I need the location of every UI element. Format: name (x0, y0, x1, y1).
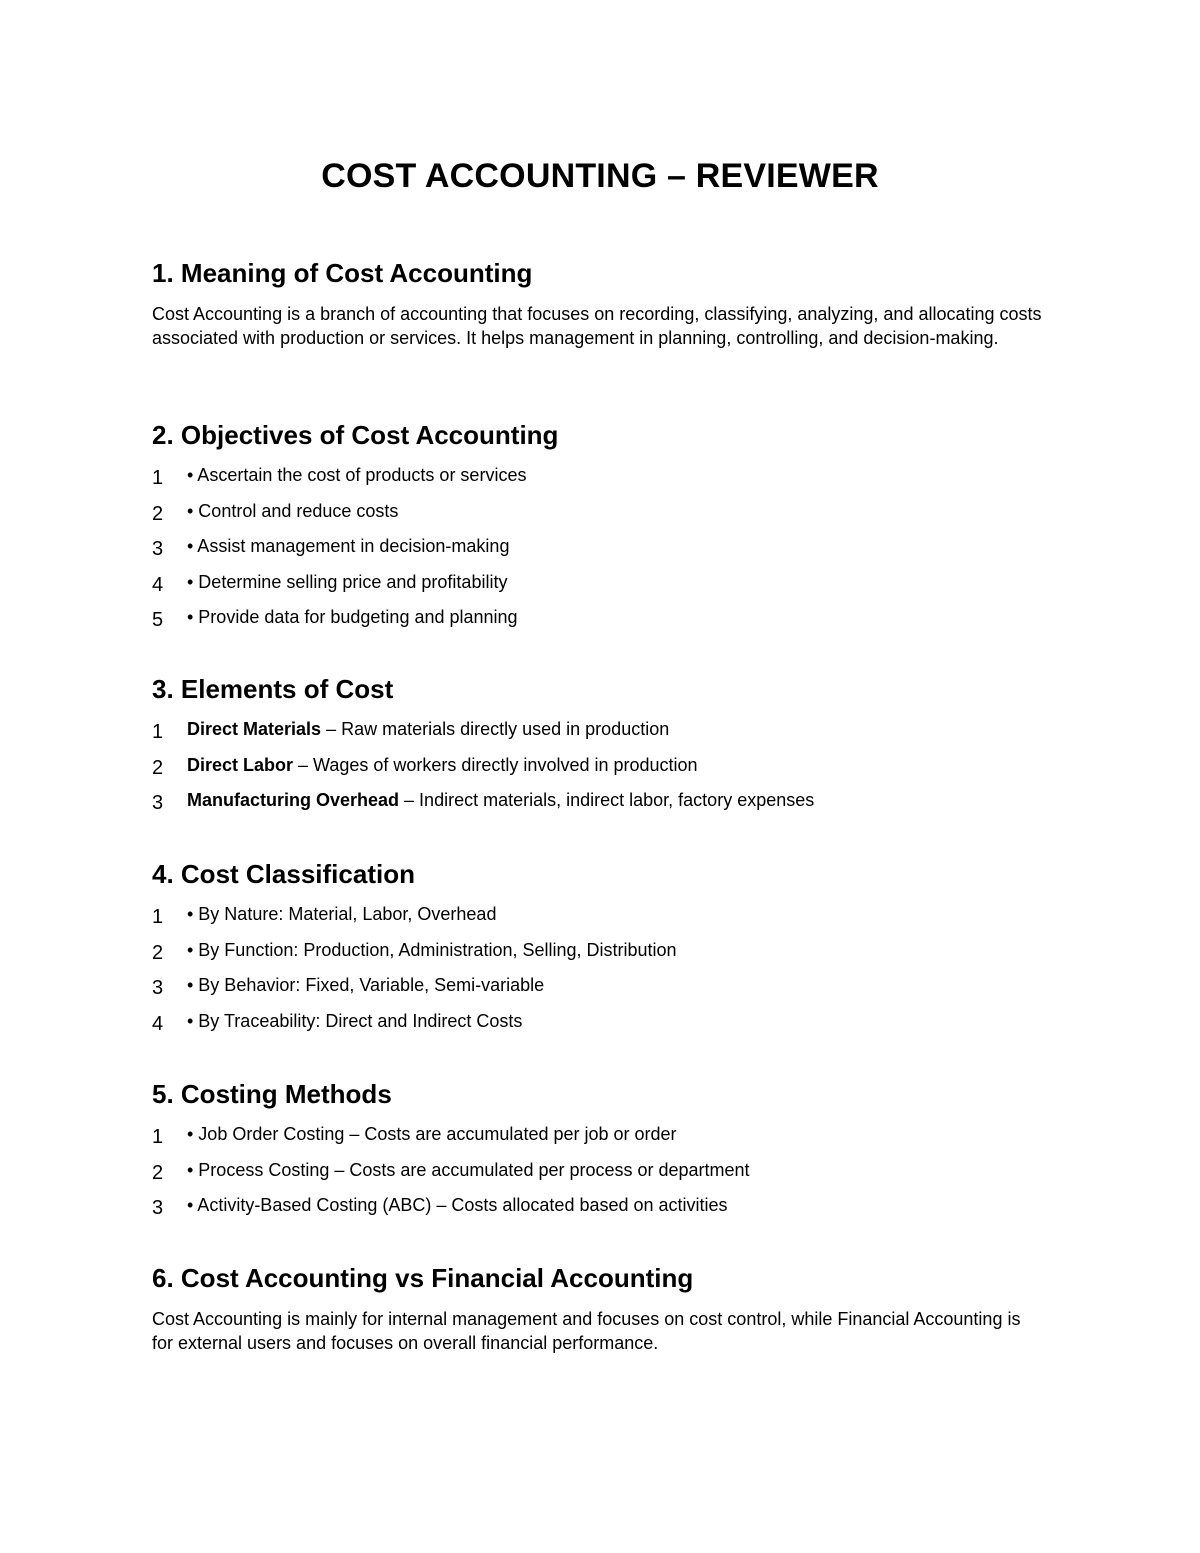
list-text: • Provide data for budgeting and planning (187, 607, 518, 627)
list-number: 3 (152, 538, 164, 560)
list-text: • By Traceability: Direct and Indirect Costs (187, 1010, 523, 1031)
list-text: • Ascertain the cost of products or services (187, 465, 527, 485)
section-heading: 2. Objectives of Cost Accounting (152, 420, 559, 450)
list-number: 1 (152, 467, 164, 489)
list-number: 2 (152, 941, 164, 964)
list-item (152, 754, 1052, 790)
list-item (152, 571, 1052, 607)
section-cost-vs-financial (152, 1261, 1052, 1355)
list-number: 1 (152, 1126, 164, 1148)
section-heading: 6. Cost Accounting vs Financial Accounting (152, 1263, 694, 1293)
list-item (152, 939, 1052, 975)
section-heading: 1. Meaning of Cost Accounting (152, 258, 533, 288)
list-item (152, 718, 1052, 754)
section-classification (152, 857, 1052, 1045)
section-paragraph: Cost Accounting is mainly for internal management and focuses on cost control, while Financial Accounting is for external users and focuses on overall financial performance. (152, 1309, 1021, 1353)
list-item (152, 903, 1052, 939)
section-elements (152, 672, 1052, 825)
list-item (152, 500, 1052, 536)
list-number: 2 (152, 756, 164, 779)
section-heading: 4. Cost Classification (152, 859, 415, 889)
document-title: COST ACCOUNTING – REVIEWER (321, 157, 879, 195)
list-number: 1 (152, 721, 164, 743)
list-number: 3 (152, 1197, 164, 1219)
elements-list (152, 718, 1052, 825)
list-number: 3 (152, 792, 164, 814)
list-text (187, 718, 669, 740)
list-item (152, 464, 1052, 500)
list-number: 1 (152, 906, 164, 928)
list-item (152, 1194, 1052, 1230)
list-text: • By Nature: Material, Labor, Overhead (187, 904, 497, 924)
list-text (187, 789, 814, 811)
section-objectives (152, 418, 1052, 642)
list-term: Direct Materials (187, 719, 322, 739)
list-text: • Activity-Based Costing (ABC) – Costs allocated based on activities (187, 1195, 728, 1215)
list-item (152, 606, 1052, 642)
list-text: • By Behavior: Fixed, Variable, Semi-variable (187, 975, 545, 995)
list-text: • Determine selling price and profitability (187, 571, 508, 592)
section-meaning (152, 256, 1052, 350)
section-costing-methods (152, 1077, 1052, 1230)
list-description: – Raw materials directly used in production (321, 719, 670, 739)
list-text: • Process Costing – Costs are accumulated per process or department (187, 1159, 750, 1180)
list-number: 3 (152, 977, 164, 999)
list-item (152, 1010, 1052, 1046)
list-item (152, 789, 1052, 825)
section-paragraph: Cost Accounting is a branch of accounting that focuses on recording, classifying, analyzing, and allocating costs associated with production or services. It helps management in planning, controlling, and decision-making. (152, 304, 1042, 348)
list-text: • Job Order Costing – Costs are accumulated per job or order (187, 1124, 677, 1144)
list-number: 2 (152, 502, 164, 525)
list-item (152, 535, 1052, 571)
list-number: 4 (152, 573, 164, 596)
classification-list (152, 903, 1052, 1045)
list-text (187, 754, 698, 776)
list-term: Direct Labor (187, 754, 294, 775)
list-item (152, 1123, 1052, 1159)
list-number: 5 (152, 609, 164, 631)
list-text: • By Function: Production, Administration, Selling, Distribution (187, 939, 677, 960)
objectives-list (152, 464, 1052, 642)
list-item (152, 1159, 1052, 1195)
list-text: • Assist management in decision-making (187, 536, 510, 556)
list-term: Manufacturing Overhead (187, 790, 400, 810)
list-number: 4 (152, 1012, 164, 1035)
costing-methods-list (152, 1123, 1052, 1230)
list-text: • Control and reduce costs (187, 500, 399, 521)
section-heading: 5. Costing Methods (152, 1079, 392, 1109)
section-heading: 3. Elements of Cost (152, 674, 394, 704)
list-item (152, 974, 1052, 1010)
list-description: – Indirect materials, indirect labor, factory expenses (399, 790, 815, 810)
list-number: 2 (152, 1161, 164, 1184)
list-description: – Wages of workers directly involved in production (293, 754, 698, 775)
